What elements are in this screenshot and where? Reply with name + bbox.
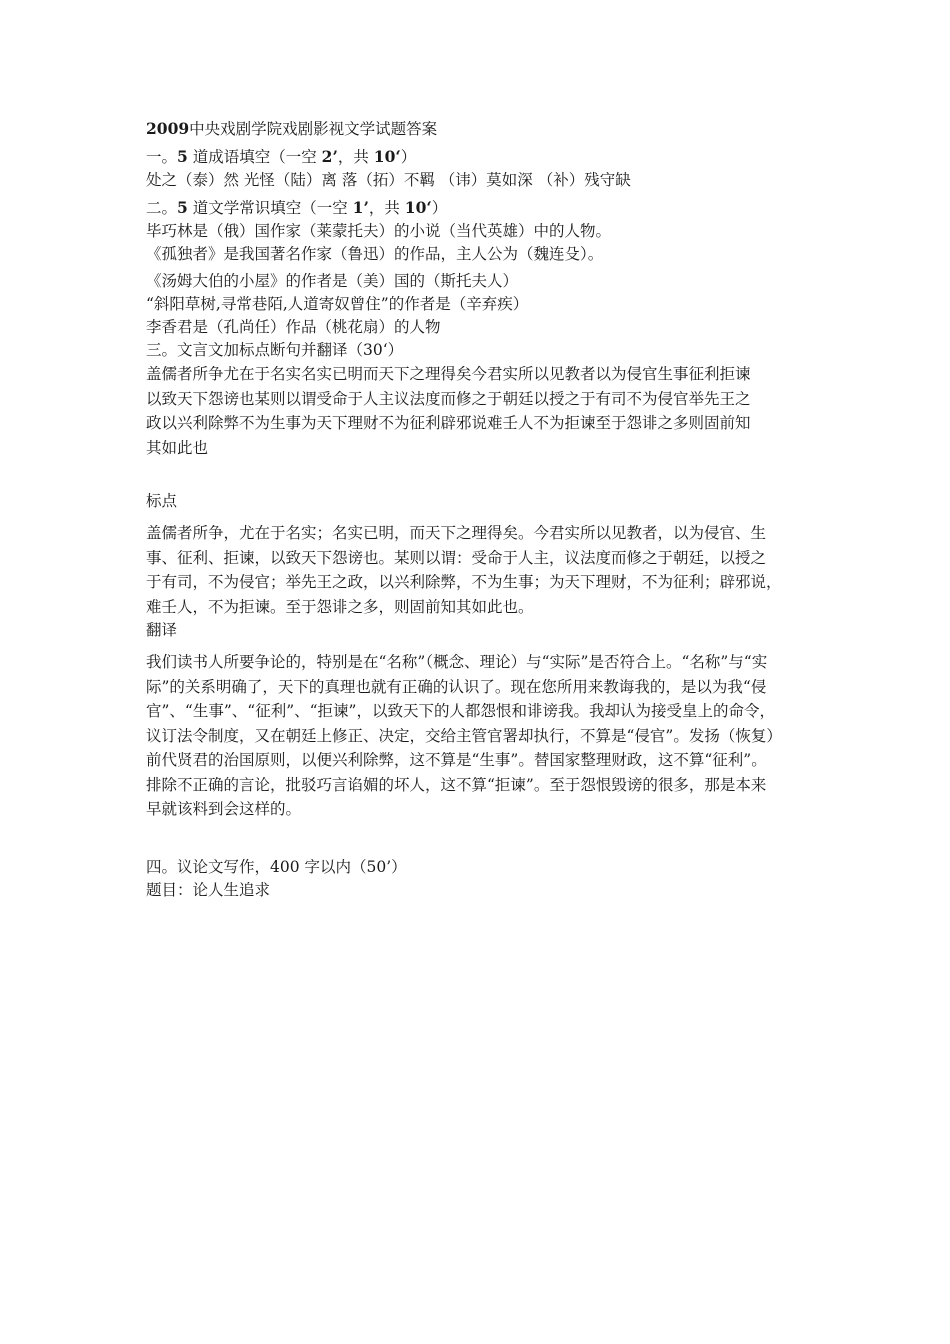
translation-line: 官”、“生事”、“征利”、“拒谏”，以致天下的人都怨恨和诽谤我。我却认为接受皇上的命令， <box>146 702 775 720</box>
section-2-heading: 二。5 道文学常识填空（一空 1’，共 10‘） <box>146 198 448 217</box>
original-text-line: 政以兴利除弊不为生事为天下理财不为征利辟邪说难壬人不为拒谏至于怨诽之多则固前知 <box>146 414 751 432</box>
original-text-line: 以致天下怨谤也某则以谓受命于人主议法度而修之于朝廷以授之于有司不为侵官举先王之 <box>146 389 751 408</box>
section-1-heading: 一。5 道成语填空（一空 2’，共 10‘） <box>146 147 417 166</box>
original-text-line: 盖儒者所争尤在于名实名实已明而天下之理得矣今君实所以见教者以为侵官生事征利拒谏 <box>146 365 751 383</box>
section-1-answers: 处之（泰）然 光怪（陆）离 落（拓）不羁 （讳）莫如深 （补）残守缺 <box>146 171 631 189</box>
original-text-line: 其如此也 <box>146 438 209 457</box>
section-4-heading: 四。议论文写作，400 字以内（50’） <box>146 857 407 876</box>
translation-line: 议订法令制度，又在朝廷上修正、决定，交给主管官署却执行，不算是“侵官”。发扬（恢复） <box>146 726 782 745</box>
translation-line: 早就该料到会这样的。 <box>146 800 302 818</box>
punctuated-text-line: 难壬人，不为拒谏。至于怨诽之多，则固前知其如此也。 <box>146 597 534 616</box>
section-2-line: 李香君是（孔尚任）作品（桃花扇）的人物 <box>146 318 441 336</box>
section-2-line: “斜阳草树,寻常巷陌,人道寄奴曾住”的作者是（辛弃疾） <box>146 295 529 313</box>
translation-line: 我们读书人所要争论的，特别是在“名称”（概念、理论）与“实际”是否符合上。“名称”与“实 <box>146 653 768 671</box>
title-year: 2009 <box>146 119 190 138</box>
punctuated-text-line: 于有司，不为侵官；举先王之政，以兴利除弊，不为生事；为天下理财，不为征利；辟邪说， <box>146 573 782 591</box>
punctuated-text-line: 盖儒者所争，尤在于名实；名实已明，而天下之理得矣。今君实所以见教者，以为侵官、生 <box>146 524 767 542</box>
translation-line: 前代贤君的治国原则，以便兴利除弊，这不算是“生事”。替国家整理财政，这不算“征利”。 <box>146 751 767 769</box>
translation-line: 排除不正确的言论，批驳巧言谄媚的坏人，这不算“拒谏”。至于怨恨毁谤的很多，那是本来 <box>146 775 767 794</box>
document-page <box>146 117 806 902</box>
translation-line: 际”的关系明确了，天下的真理也就有正确的认识了。现在您所用来教诲我的，是以为我“侵 <box>146 677 767 696</box>
punctuated-text-line: 事、征利、拒谏，以致天下怨谤也。某则以谓：受命于人主，议法度而修之于朝廷，以授之 <box>146 548 767 567</box>
section-3-heading: 三。文言文加标点断句并翻译（30‘） <box>146 341 404 359</box>
section-2-line: 《汤姆大伯的小屋》的作者是（美）国的（斯托夫人） <box>146 272 519 290</box>
section-2-line: 毕巧林是（俄）国作家（莱蒙托夫）的小说（当代英雄）中的人物。 <box>146 222 612 240</box>
section-2-line: 《孤独者》是我国著名作家（鲁迅）的作品，主人公为（魏连殳）。 <box>146 245 604 263</box>
document-title <box>146 117 806 141</box>
translation-label: 翻译 <box>146 621 178 639</box>
punctuation-label: 标点 <box>146 492 178 510</box>
title-text: 中央戏剧学院戏剧影视文学试题答案 <box>189 120 438 138</box>
essay-topic: 题目：论人生追求 <box>146 880 271 899</box>
